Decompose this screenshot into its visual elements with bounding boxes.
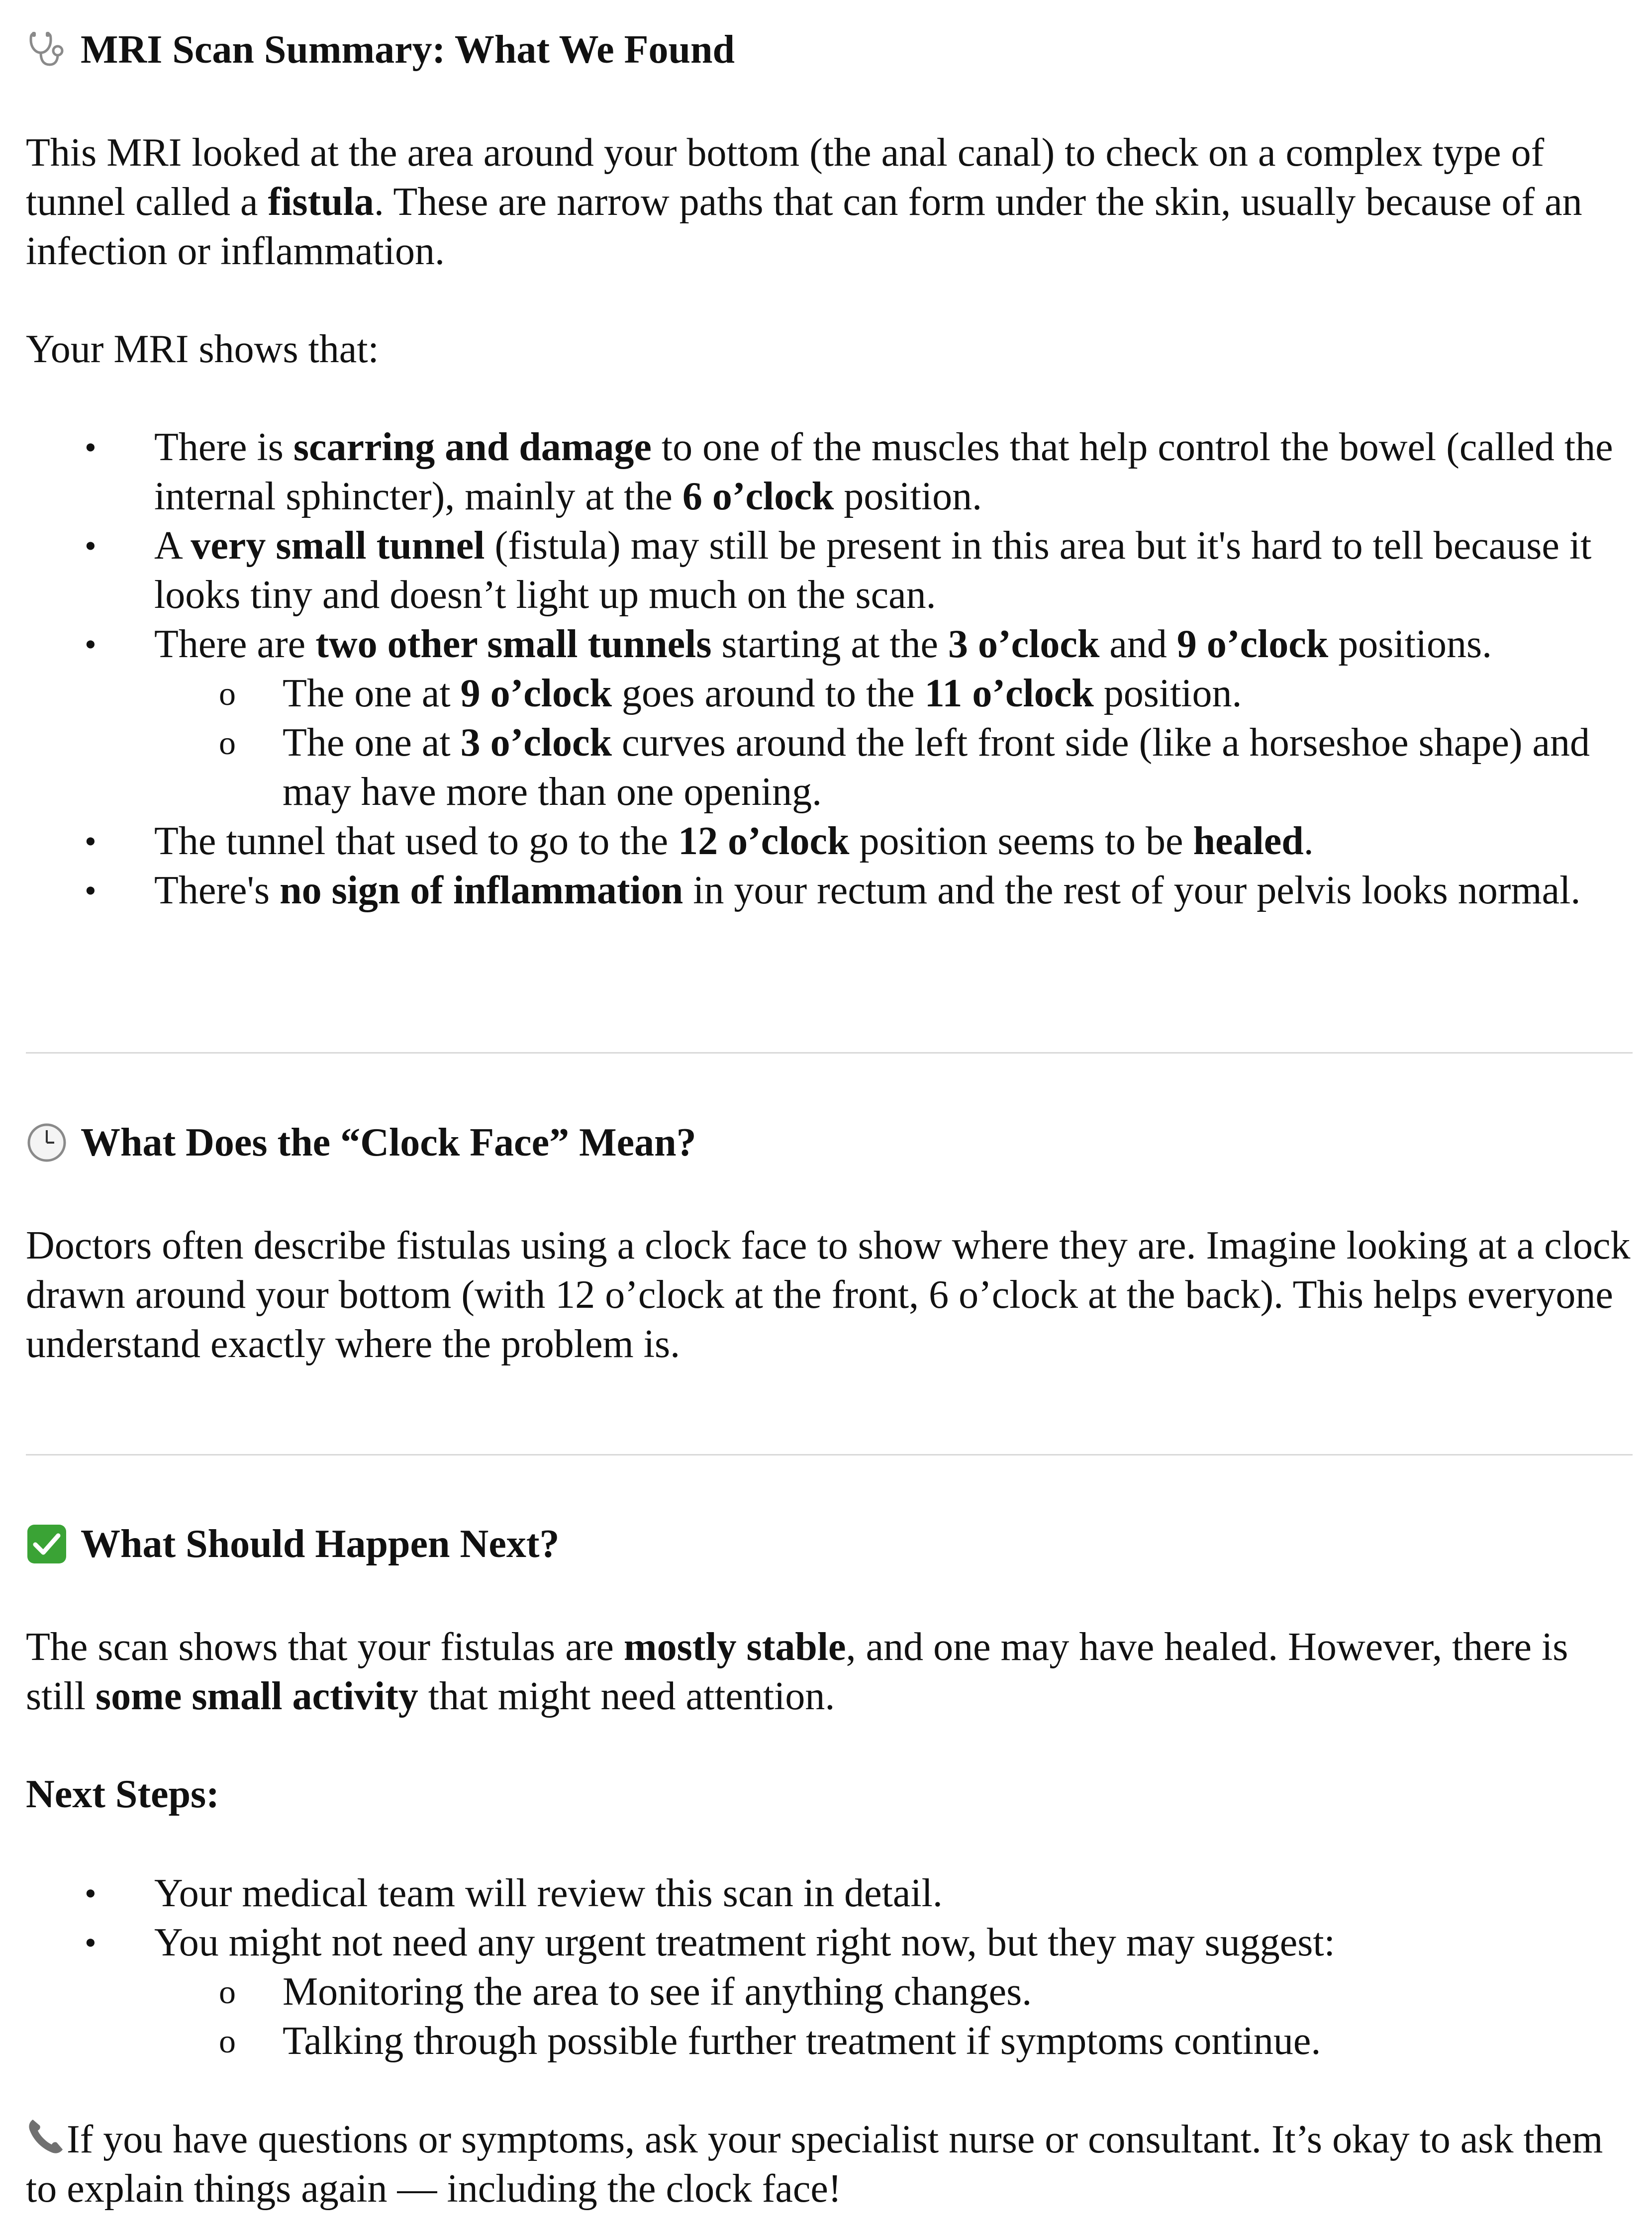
section-heading-mri-summary <box>26 29 735 71</box>
list-item: • There's no sign of inflammation in your rectum and the rest of your pelvis looks normal. <box>26 866 1633 915</box>
section-heading-clock-face <box>26 1122 696 1164</box>
sub-list <box>154 1967 1633 2066</box>
section-title: What Should Happen Next? <box>81 1522 560 1566</box>
section-title: MRI Scan Summary: What We Found <box>81 28 735 72</box>
check-mark-icon <box>26 1523 68 1565</box>
closing-paragraph: If you have questions or symptoms, ask your specialist nurse or consultant. It’s okay to ask them to explain things again — including the clock face! <box>26 2118 1603 2211</box>
list-item: • You might not need any urgent treatment right now, but they may suggest: o Monitoring the area to see if anything changes. o Talking through possible further treatment if symptoms continue. <box>26 1918 1633 2066</box>
list-item: • There are two other small tunnels starting at the 3 o’clock and 9 o’clock positions. o The one at 9 o’clock goes around to the 11 o’clock position. o The one at 3 o’clock curves around the left front side (like a horseshoe shape) and may have more than one opening. <box>26 620 1633 817</box>
findings-list <box>26 423 1633 915</box>
list-item: o The one at 3 o’clock curves around the left front side (like a horseshoe shape) and may have more than one opening. <box>154 718 1633 817</box>
next-steps-heading: Next Steps: <box>26 1772 219 1816</box>
intro-paragraph: This MRI looked at the area around your bottom (the anal canal) to check on a complex type of tunnel called a fistula. These are narrow paths that can form under the skin, usually because of an infection or inflammation. <box>26 131 1582 273</box>
shows-label: Your MRI shows that: <box>26 327 379 371</box>
list-item: o The one at 9 o’clock goes around to the 11 o’clock position. <box>154 669 1633 718</box>
sub-list <box>154 669 1633 817</box>
next-steps-list <box>26 1869 1633 2066</box>
list-item: • The tunnel that used to go to the 12 o’clock position seems to be healed. <box>26 817 1633 866</box>
list-item: • There is scarring and damage to one of the muscles that help control the bowel (called the internal sphincter), mainly at the 6 o’clock position. <box>26 423 1633 521</box>
phone-icon <box>26 2117 67 2156</box>
list-item: • Your medical team will review this scan in detail. <box>26 1869 1633 1918</box>
clock-icon <box>26 1122 68 1164</box>
section-title: What Does the “Clock Face” Mean? <box>81 1121 696 1165</box>
section-heading-next <box>26 1523 559 1565</box>
list-item: • A very small tunnel (fistula) may still be present in this area but it's hard to tell because it looks tiny and doesn’t light up much on the scan. <box>26 521 1633 620</box>
clock-face-paragraph: Doctors often describe fistulas using a clock face to show where they are. Imagine looking at a clock drawn around your bottom (with 12 o’clock at the front, 6 o’clock at the back). This helps everyone understand exactly where the problem is. <box>26 1224 1631 1366</box>
stability-paragraph: The scan shows that your fistulas are mostly stable, and one may have healed. However, there is still some small activity that might need attention. <box>26 1625 1568 1718</box>
list-item: o Talking through possible further treatment if symptoms continue. <box>154 2017 1633 2066</box>
list-item: o Monitoring the area to see if anything changes. <box>154 1967 1633 2017</box>
stethoscope-icon <box>26 29 68 71</box>
divider <box>26 1454 1633 1456</box>
divider <box>26 1052 1633 1054</box>
